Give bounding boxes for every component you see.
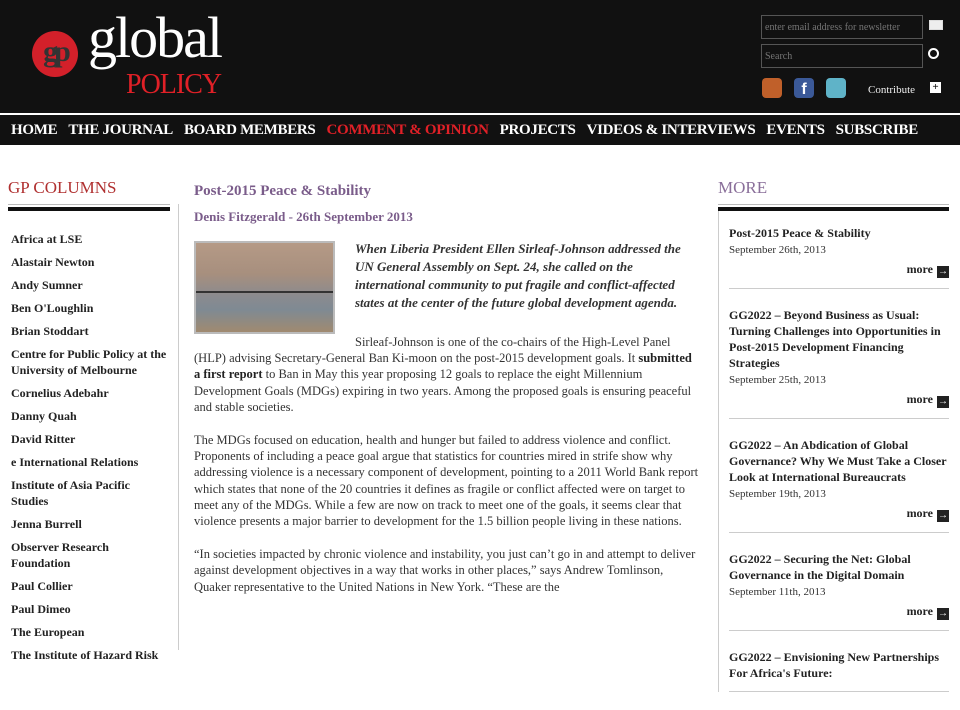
article-paragraph: “In societies impacted by chronic violence and instability, you just can’t go in and attempt to deliver against development objectives in a way that works in other places,” says Andrew Tomlinson, Quaker representative to the United Nations in New York. “These are the: [194, 547, 696, 594]
more-link[interactable]: [729, 262, 949, 278]
divider: [8, 207, 170, 211]
more-item-date: September 26th, 2013: [729, 244, 826, 256]
article-lede: When Liberia President Ellen Sirleaf-Johnson addressed the UN General Assembly on Sept. 24, she called on the international community to put fragile and conflict-affected states at the center of the future global development agenda.: [355, 241, 681, 310]
column-link[interactable]: Paul Collier: [11, 579, 73, 593]
search-icon[interactable]: [928, 48, 939, 59]
nav-subscribe[interactable]: SUBSCRIBE: [835, 121, 918, 138]
more-item-title[interactable]: GG2022 – An Abdication of Global Governance? Why We Must Take a Closer Look at International Bureaucrats: [729, 438, 947, 484]
columns-list: [8, 231, 170, 663]
more-link[interactable]: [729, 604, 949, 620]
twitter-icon[interactable]: [826, 78, 846, 98]
column-link[interactable]: Andy Sumner: [11, 278, 83, 292]
site-header: [0, 0, 960, 113]
contribute-link[interactable]: Contribute: [868, 84, 916, 96]
newsletter-email-input[interactable]: [761, 15, 923, 39]
column-link[interactable]: The European: [11, 625, 85, 639]
text: Sirleaf-Johnson is one of the co-chairs of the High-Level Panel (HLP) advising Secretary-General Ban Ki-moon on the post-2015 development goals. It: [194, 335, 671, 366]
more-item-date: September 19th, 2013: [729, 488, 826, 500]
article-title: Post-2015 Peace & Stability: [194, 183, 372, 199]
column-link[interactable]: Observer Research Foundation: [11, 540, 109, 570]
nav-the-journal[interactable]: THE JOURNAL: [68, 121, 173, 138]
column-divider: [178, 204, 179, 650]
logo-text-global: global: [88, 5, 221, 70]
main-nav: [0, 115, 960, 145]
report-link[interactable]: submitted a first report: [194, 351, 692, 382]
nav-events[interactable]: EVENTS: [766, 121, 825, 138]
global-policy-logo[interactable]: [32, 5, 242, 100]
gp-columns-sidebar: [8, 178, 170, 670]
more-item-date: September 25th, 2013: [729, 374, 826, 386]
envelope-icon[interactable]: [929, 20, 943, 30]
more-link[interactable]: [729, 506, 949, 522]
arrow-right-icon[interactable]: →: [938, 266, 948, 277]
logo-text-policy: POLICY: [126, 69, 222, 100]
more-heading: MORE: [718, 178, 949, 205]
more-item-title[interactable]: GG2022 – Beyond Business as Usual: Turning Challenges into Opportunities in Post-2015 Development Financing Strategies: [729, 308, 941, 370]
arrow-right-icon[interactable]: →: [938, 608, 948, 619]
more-item: [729, 307, 949, 419]
text: to Ban in May this year proposing 12 goals to replace the eight Millennium Development Goals (MDGs) expiring in two years. Among the proposed goals is ensuring peaceful and stable societies.: [194, 367, 692, 414]
column-link[interactable]: Institute of Asia Pacific Studies: [11, 478, 130, 508]
more-sidebar: [718, 178, 949, 710]
arrow-right-icon[interactable]: →: [938, 396, 948, 407]
more-item-title[interactable]: GG2022 – Securing the Net: Global Governance in the Digital Domain: [729, 552, 911, 582]
column-link[interactable]: Danny Quah: [11, 409, 77, 423]
more-item-title[interactable]: Post-2015 Peace & Stability: [729, 226, 871, 240]
column-link[interactable]: Africa at LSE: [11, 232, 83, 246]
column-link[interactable]: e International Relations: [11, 455, 139, 469]
gp-logo-mark: gp: [32, 31, 78, 77]
plus-icon[interactable]: +: [930, 82, 941, 93]
rss-icon[interactable]: [762, 78, 782, 98]
more-item: [729, 437, 949, 533]
more-label[interactable]: more: [906, 604, 933, 618]
nav-home[interactable]: HOME: [11, 121, 58, 138]
column-link[interactable]: Brian Stoddart: [11, 324, 89, 338]
column-link[interactable]: Cornelius Adebahr: [11, 386, 109, 400]
column-link[interactable]: Centre for Public Policy at the University of Melbourne: [11, 347, 167, 377]
column-link[interactable]: Alastair Newton: [11, 255, 95, 269]
column-link[interactable]: Ben O'Loughlin: [11, 301, 94, 315]
search-input[interactable]: [761, 44, 923, 68]
more-label[interactable]: more: [906, 506, 933, 520]
more-item-title[interactable]: GG2022 – Envisioning New Partnerships For Africa's Future:: [729, 650, 940, 680]
more-list: [718, 211, 949, 692]
column-link[interactable]: David Ritter: [11, 432, 76, 446]
article-paragraph: The MDGs focused on education, health and hunger but failed to address violence and conflict. Proponents of including a peace goal argue that statistics for countries mired in strife show why addressing violence is a necessary component of development, pointing to a 2011 World Bank report which states that none of the 20 countries it defines as fragile or conflict affected were on target to meet any of the MDGs. While a few are now on track to meet one of the goals, it seems clear that violence presents a major barrier to development for the 1.5 billion people living in these nations.: [194, 433, 699, 529]
nav-videos-interviews[interactable]: VIDEOS & INTERVIEWS: [586, 121, 756, 138]
facebook-icon[interactable]: f: [794, 78, 814, 98]
article-paragraph: [194, 334, 700, 415]
more-label[interactable]: more: [906, 262, 933, 276]
more-item: [729, 649, 949, 692]
article-byline: Denis Fitzgerald - 26th September 2013: [194, 209, 413, 224]
article-image: [194, 241, 335, 334]
nav-comment-opinion[interactable]: COMMENT & OPINION: [326, 121, 489, 138]
nav-board-members[interactable]: BOARD MEMBERS: [183, 121, 316, 138]
more-item: [729, 225, 949, 289]
article: [194, 183, 700, 595]
arrow-right-icon[interactable]: →: [938, 510, 948, 521]
more-item: [729, 551, 949, 631]
column-link[interactable]: Paul Dimeo: [11, 602, 71, 616]
more-label[interactable]: more: [906, 392, 933, 406]
more-item-date: September 11th, 2013: [729, 586, 826, 598]
column-link[interactable]: The Institute of Hazard Risk: [11, 648, 159, 662]
gp-columns-heading: GP COLUMNS: [8, 178, 170, 205]
more-link[interactable]: [729, 392, 949, 408]
nav-projects[interactable]: PROJECTS: [499, 121, 576, 138]
column-link[interactable]: Jenna Burrell: [11, 517, 82, 531]
